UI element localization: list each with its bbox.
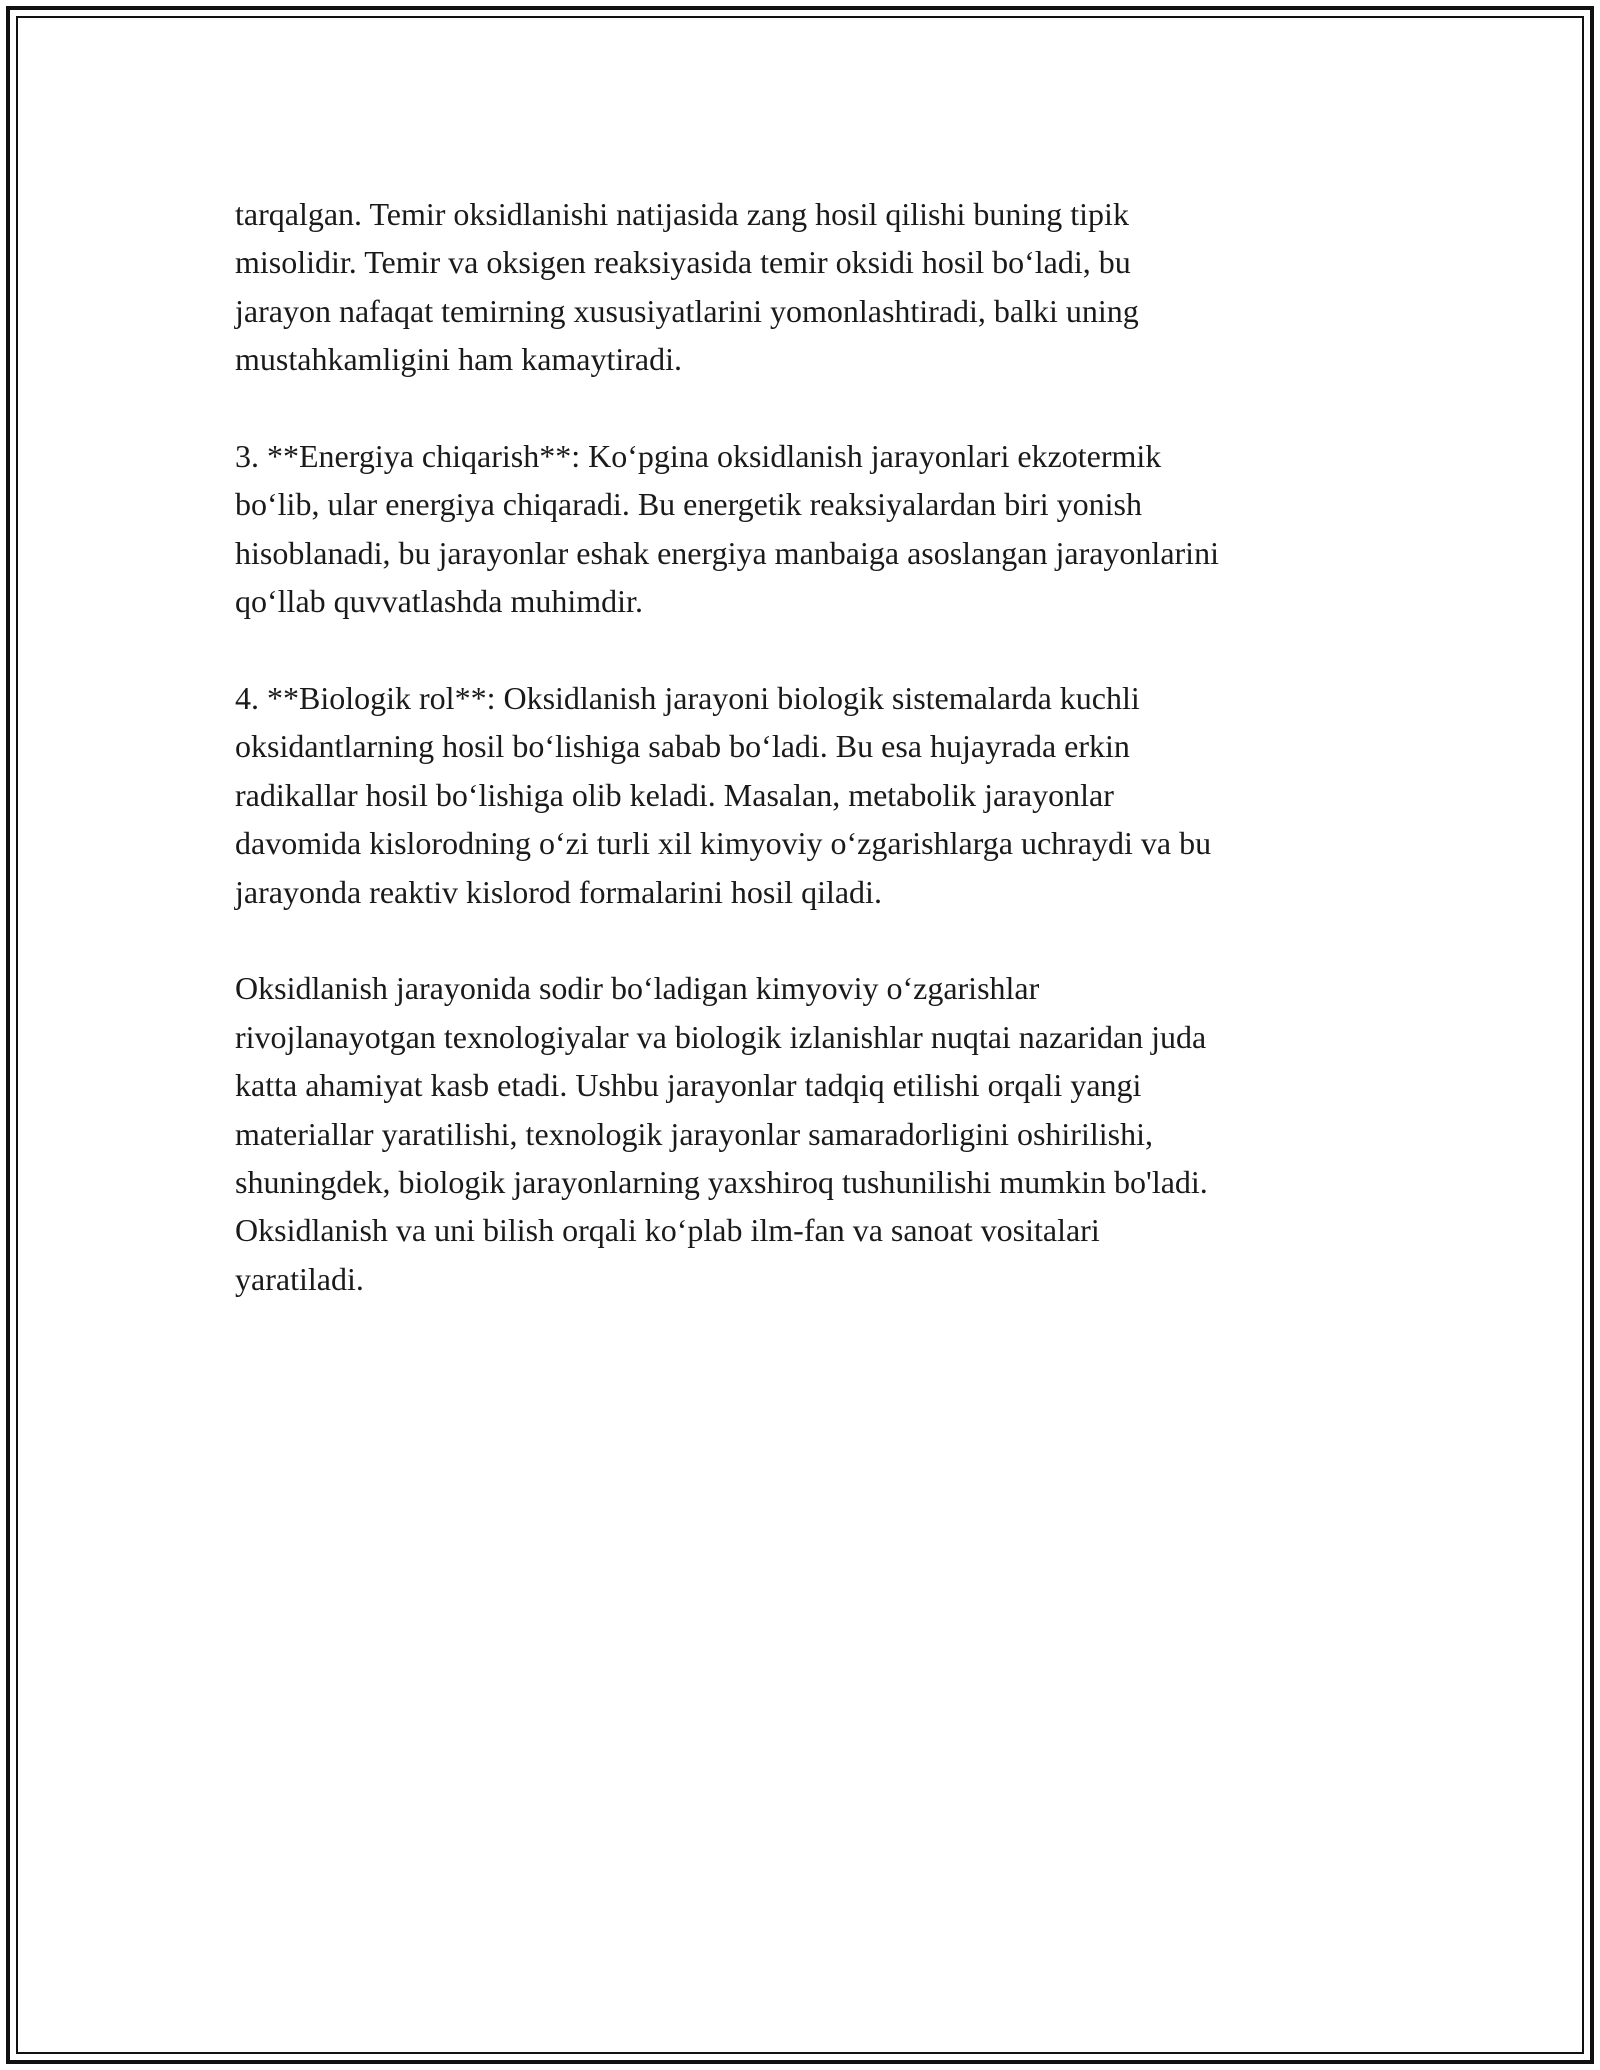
text-line: jarayonda reaktiv kislorod formalarini hosil qiladi.: [235, 873, 882, 910]
text-line: materiallar yaratilishi, texnologik jarayonlar samaradorligini oshirilishi,: [235, 1115, 1153, 1152]
text-line: oksidantlarning hosil bo‘lishiga sabab bo‘ladi. Bu esa hujayrada erkin: [235, 728, 1130, 765]
text-line: yaratiladi.: [235, 1260, 364, 1297]
paragraph-biological-role: [235, 674, 1385, 916]
text-line: hisoblanadi, bu jarayonlar eshak energiya manbaiga asoslangan jarayonlarini: [235, 534, 1219, 571]
paragraph-rust-example: [235, 190, 1385, 384]
text-line: jarayon nafaqat temirning xususiyatlarini yomonlashtiradi, balki uning: [235, 292, 1139, 329]
text-line: tarqalgan. Temir oksidlanishi natijasida zang hosil qilishi buning tipik: [235, 196, 1129, 232]
paragraph-energy-release: [235, 432, 1385, 626]
text-line: davomida kislorodning o‘zi turli xil kimyoviy o‘zgarishlarga uchraydi va bu: [235, 825, 1212, 862]
text-line: Oksidlanish jarayonida sodir bo‘ladigan kimyoviy o‘zgarishlar: [235, 970, 1040, 1007]
text-line: radikallar hosil bo‘lishiga olib keladi. Masalan, metabolik jarayonlar: [235, 776, 1114, 813]
document-body: [235, 190, 1385, 1352]
text-line: 4. **Biologik rol**: Oksidlanish jarayoni biologik sistemalarda kuchli: [235, 680, 1140, 717]
text-line: 3. **Energiya chiqarish**: Ko‘pgina oksidlanish jarayonlari ekzotermik: [235, 438, 1162, 475]
text-line: bo‘lib, ular energiya chiqaradi. Bu energetik reaksiyalardan biri yonish: [235, 486, 1142, 523]
text-line: mustahkamligini ham kamaytiradi.: [235, 341, 683, 378]
text-line: katta ahamiyat kasb etadi. Ushbu jarayonlar tadqiq etilishi orqali yangi: [235, 1067, 1142, 1104]
text-line: qo‘llab quvvatlashda muhimdir.: [235, 583, 643, 620]
text-line: Oksidlanish va uni bilish orqali ko‘plab ilm-fan va sanoat vositalari: [235, 1212, 1100, 1249]
text-line: rivojlanayotgan texnologiyalar va biologik izlanishlar nuqtai nazaridan juda: [235, 1018, 1207, 1055]
text-line: misolidir. Temir va oksigen reaksiyasida temir oksidi hosil bo‘ladi, bu: [235, 244, 1131, 281]
text-line: shuningdek, biologik jarayonlarning yaxshiroq tushunilishi mumkin bo'ladi.: [235, 1164, 1208, 1201]
paragraph-conclusion: [235, 964, 1385, 1303]
